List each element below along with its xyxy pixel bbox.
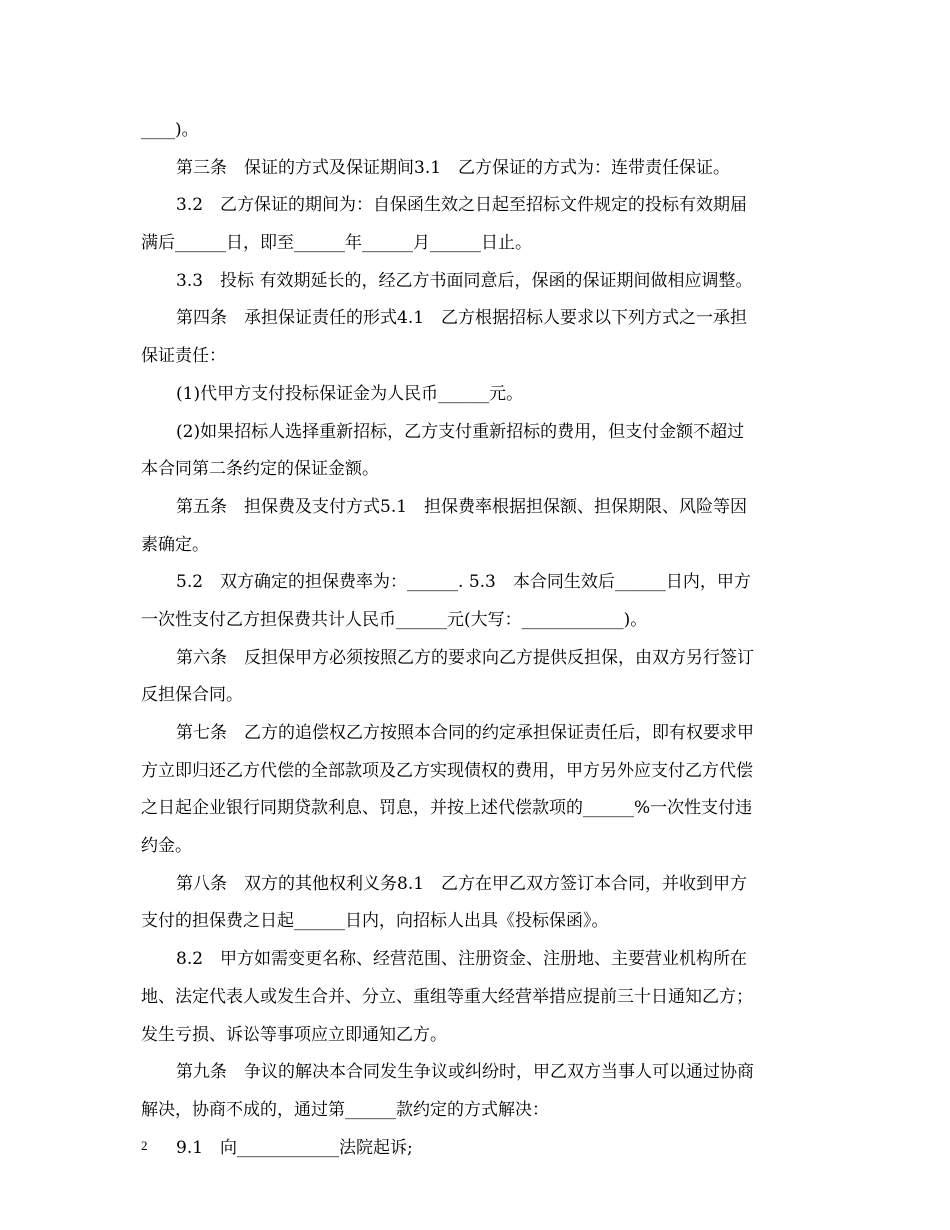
text-line: 发生亏损、诉讼等事项应立即通知乙方。	[141, 1024, 447, 1045]
text-line: (2)如果招标人选择重新招标，乙方支付重新招标的费用，但支付金额不超过	[176, 421, 745, 442]
text-line: ____)。	[141, 120, 199, 140]
text-line: 8.2 甲方如需变更名称、经营范围、注册资金、注册地、主要营业机构所在	[176, 949, 748, 970]
text-line: 5.2 双方确定的担保费率为：______. 5.3 本合同生效后______日内，甲方	[176, 572, 751, 593]
text-line: 第九条 争议的解决本合同发生争议或纠纷时，甲乙双方当事人可以通过协商	[176, 1062, 754, 1083]
text-line: 3.2 乙方保证的期间为：自保函生效之日起至招标文件规定的投标有效期届	[176, 195, 748, 216]
text-line: 解决，协商不成的，通过第______款约定的方式解决：	[141, 1099, 549, 1120]
text-line: 之日起企业银行同期贷款利息、罚息，并按上述代偿款项的______%一次性支付违	[141, 798, 753, 819]
text-line: 第六条 反担保甲方必须按照乙方的要求向乙方提供反担保，由双方另行签订	[176, 647, 754, 668]
text-line: 第七条 乙方的追偿权乙方按照本合同的约定承担保证责任后，即有权要求甲	[176, 723, 754, 743]
text-line: 第八条 双方的其他权利义务8.1 乙方在甲乙双方签订本合同，并收到甲方	[176, 873, 748, 894]
text-line: 第三条 保证的方式及保证期间3.1 乙方保证的方式为：连带责任保证。	[176, 157, 731, 178]
text-line: 第四条 承担保证责任的形式4.1 乙方根据招标人要求以下列方式之一承担	[176, 308, 748, 329]
text-line: 9.1 向____________法院起诉;	[176, 1137, 413, 1158]
text-line: 支付的担保费之日起______日内，向招标人出具《投标保函》。	[141, 911, 609, 932]
page-number: 2	[141, 1138, 148, 1153]
contract-body-text	[141, 112, 811, 1167]
text-line: 3.3 投标 有效期延长的，经乙方书面同意后，保函的保证期间做相应调整。	[176, 270, 753, 291]
text-line: 素确定。	[141, 534, 209, 555]
text-line: 本合同第二条约定的保证金额。	[141, 459, 379, 480]
text-line: 第五条 担保费及支付方式5.1 担保费率根据担保额、担保期限、风险等因	[176, 496, 748, 517]
text-line: 一次性支付乙方担保费共计人民币______元(大写：____________)。	[141, 609, 648, 630]
text-line: 保证责任：	[141, 346, 226, 367]
text-line: 地、法定代表人或发生合并、分立、重组等重大经营举措应提前三十日通知乙方；	[141, 986, 753, 1007]
text-line: 反担保合同。	[141, 685, 243, 706]
text-line: 方立即归还乙方代偿的全部款项及乙方实现债权的费用，甲方另外应支付乙方代偿	[141, 760, 753, 781]
text-line: 满后______日，即至______年______月______日止。	[141, 233, 532, 254]
text-line: 约金。	[141, 836, 192, 857]
text-line: (1)代甲方支付投标保证金为人民币______元。	[176, 383, 524, 404]
